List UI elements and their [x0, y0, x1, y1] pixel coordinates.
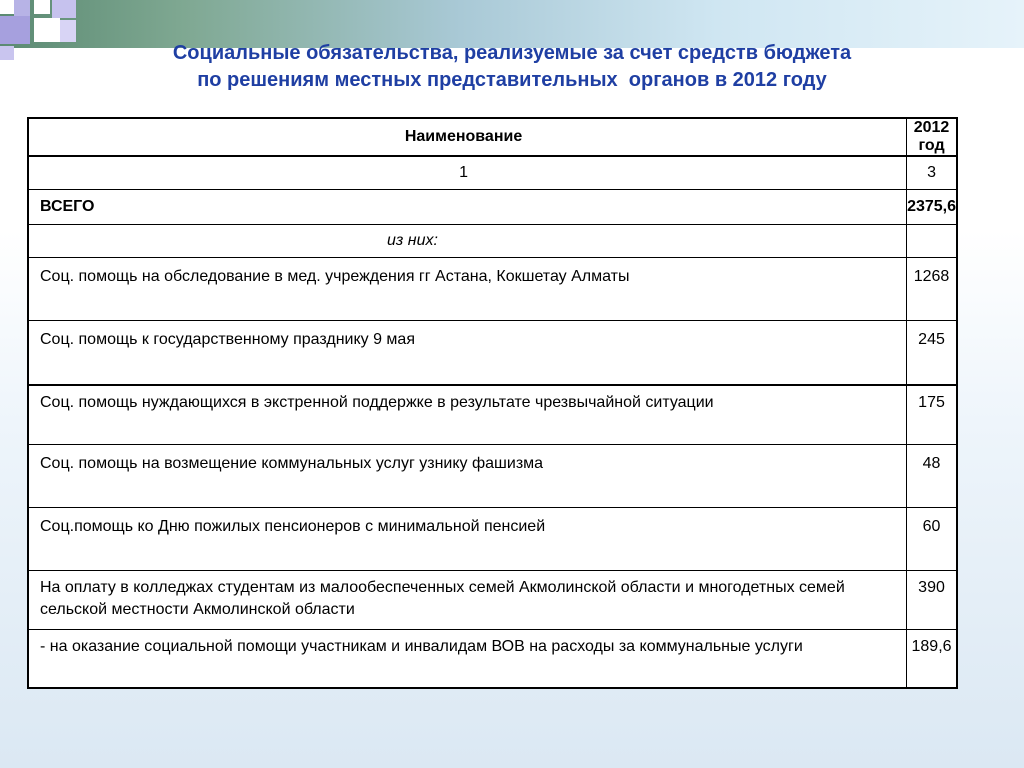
row-name: Соц. помощь на обследование в мед. учреждения гг Астана, Кокшетау Алматы: [40, 268, 630, 285]
total-label: ВСЕГО: [28, 190, 907, 225]
table-row: [28, 445, 957, 508]
subheader-value: [907, 225, 957, 258]
row-value: 48: [922, 455, 941, 472]
row-value: 175: [918, 394, 945, 411]
table-header-row: [28, 118, 957, 156]
row-value: 189,6: [911, 638, 952, 655]
row-name: Соц. помощь к государственному празднику 9 мая: [40, 331, 415, 348]
numbering-name: 1: [28, 156, 907, 190]
numbering-row: [28, 156, 957, 190]
row-value: 245: [918, 331, 945, 348]
row-value: 1268: [913, 268, 950, 285]
total-value: 2375,6: [907, 190, 957, 225]
budget-table: [27, 117, 958, 689]
table-row: [28, 321, 957, 386]
subheader-label: из них:: [28, 225, 907, 258]
header-year: 2012 год: [907, 118, 957, 156]
subheader-row: [28, 225, 957, 258]
numbering-year: 3: [907, 156, 957, 190]
table-row: [28, 630, 957, 689]
title-line-2: по решениям местных представительных органов в 2012 году: [197, 69, 827, 91]
total-row: [28, 190, 957, 225]
row-name: На оплату в колледжах студентам из малообеспеченных семей Акмолинской области и многодетных семей сельской местности Акмолинской области: [40, 579, 845, 618]
row-name: Соц. помощь нуждающихся в экстренной поддержке в результате чрезвычайной ситуации: [40, 394, 714, 411]
table-row: [28, 385, 957, 445]
row-name: - на оказание социальной помощи участникам и инвалидам ВОВ на расходы за коммунальные услуги: [40, 638, 803, 655]
slide-title: [60, 40, 964, 94]
table-row: [28, 571, 957, 630]
row-name: Соц. помощь на возмещение коммунальных услуг узнику фашизма: [40, 455, 544, 472]
row-name: Соц.помощь ко Дню пожилых пенсионеров с минимальной пенсией: [40, 518, 546, 535]
table-row: [28, 508, 957, 571]
table-row: [28, 258, 957, 321]
title-line-1: Социальные обязательства, реализуемые за счет средств бюджета: [172, 42, 852, 64]
row-value: 390: [918, 579, 945, 596]
header-name: Наименование: [28, 118, 907, 156]
row-value: 60: [922, 518, 941, 535]
